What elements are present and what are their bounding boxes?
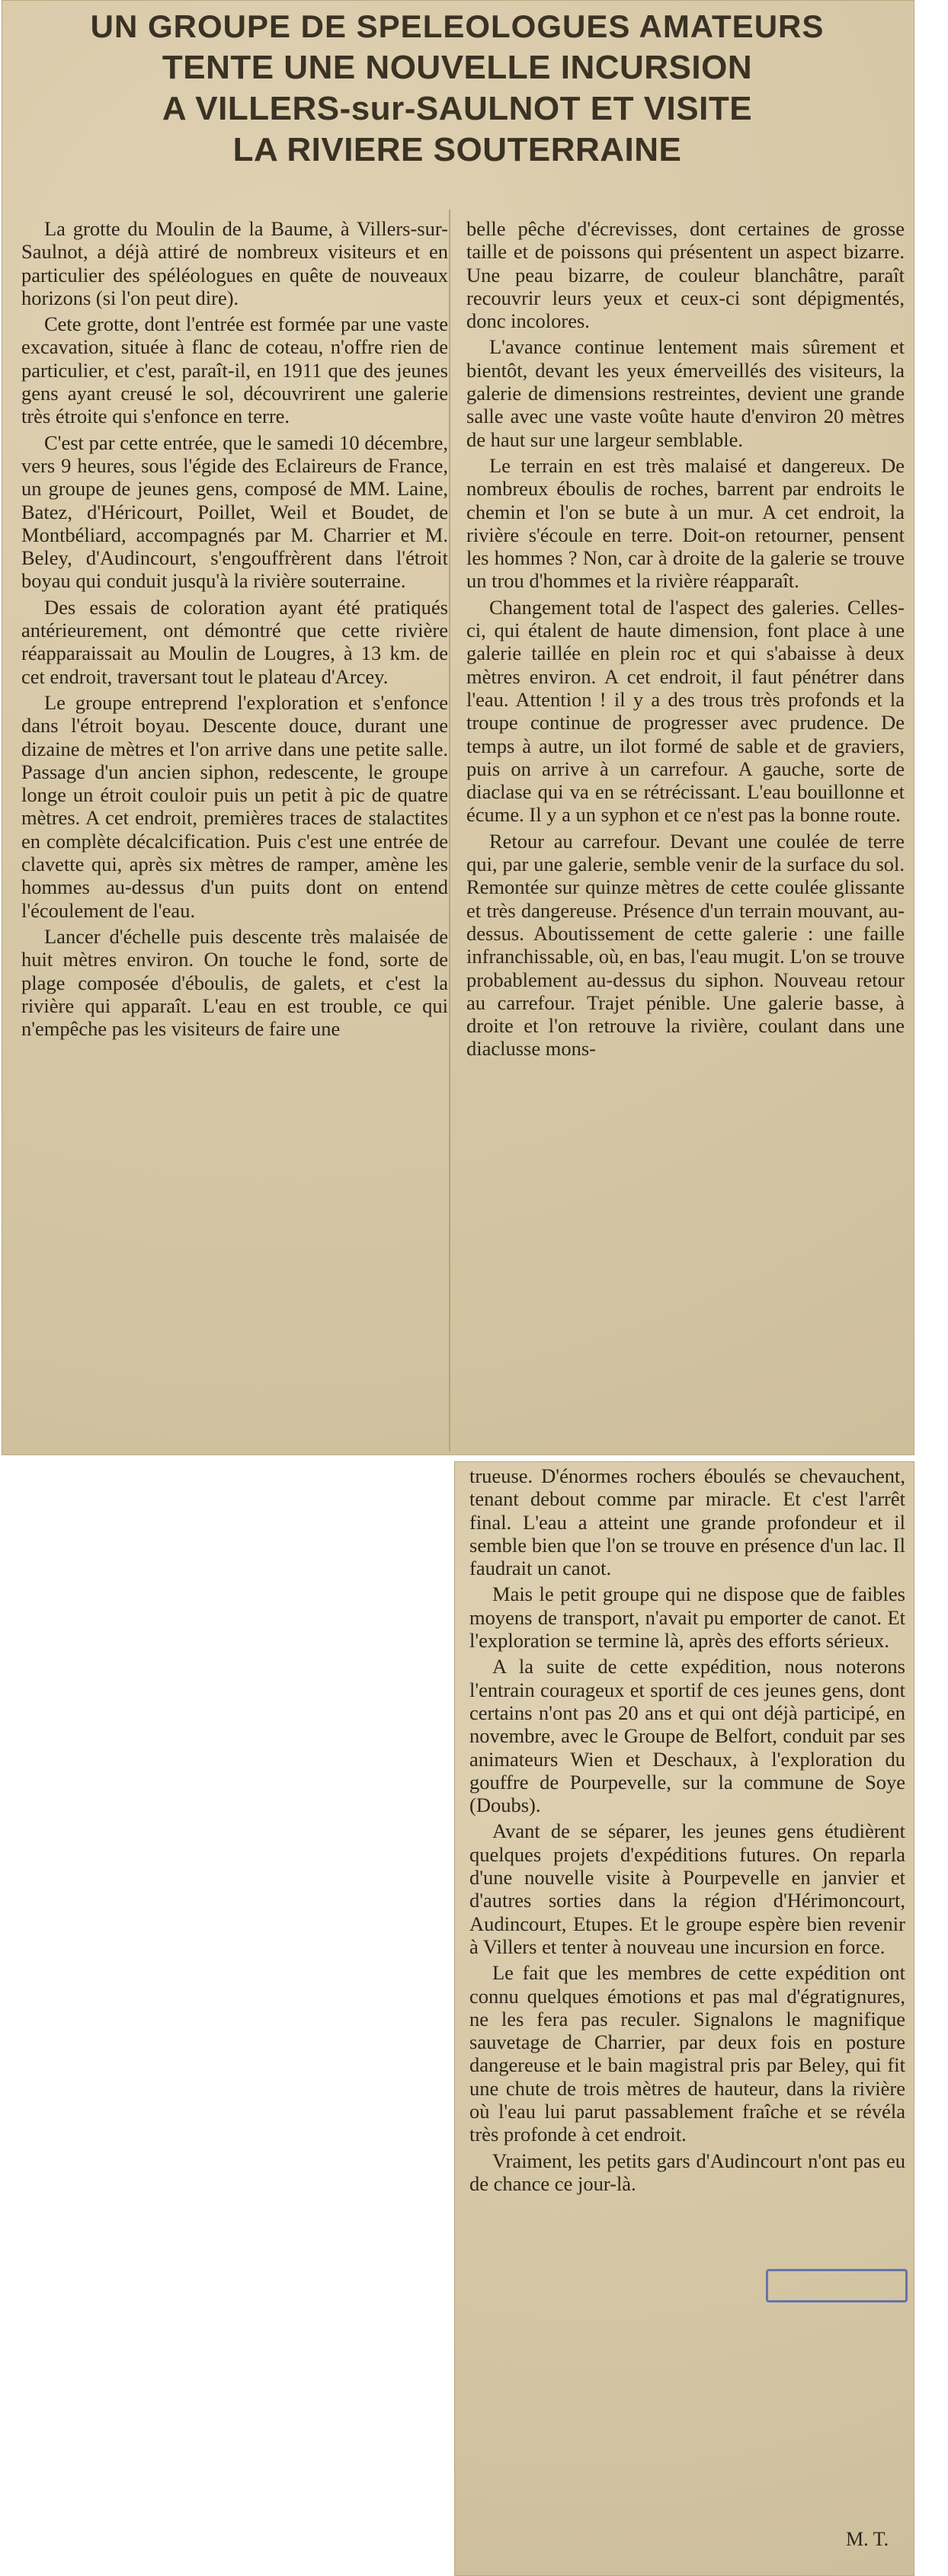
article-left-column	[21, 217, 448, 1043]
paragraph: C'est par cette entrée, que le samedi 10 décembre, vers 9 heures, sous l'égide des Eclaireurs de France, un groupe de jeunes gens, composé de MM. Laine, Batez, d'Héricourt, Poillet, Weil et Boudet, de Montbéliard, accompagnés par M. Charrier et M. Beley, d'Audincourt, s'engouffrèrent dans l'étroit boyau qui conduit jusqu'à la rivière souterraine.	[21, 430, 448, 593]
paragraph: Mais le petit groupe qui ne dispose que de faibles moyens de transport, n'avait pu emporter de canot. Et l'exploration se termine là, après des efforts sérieux.	[469, 1582, 905, 1653]
paragraph: Avant de se séparer, les jeunes gens étudièrent quelques projets d'expéditions futures. On reparla d'une nouvelle visite à Pourpevelle en janvier et d'autres sorties dans la région d'Hérimoncourt, Audincourt, Etupes. Et le groupe espère bien revenir à Villers et tenter à nouveau une incursion en force.	[469, 1819, 905, 1958]
headline	[8, 6, 907, 171]
paragraph: A la suite de cette expédition, nous noterons l'entrain courageux et sportif de ces jeunes gens, dont certains n'ont pas 20 ans et qui ont déjà participé, en novembre, avec le Groupe de Belfort, conduit par ses animateurs Wien et Deschaux, à l'exploration du gouffre de Pourpevelle, sur la commune de Soye (Doubs).	[469, 1655, 905, 1817]
paragraph: La grotte du Moulin de la Baume, à Villers-sur-Saulnot, a déjà attiré de nombreux visiteurs et en particulier des spéléologues en quête de nouveaux horizons (si l'on peut dire).	[21, 217, 448, 309]
paragraph: Le fait que les membres de cette expédition ont connu quelques émotions et pas mal d'égratignures, ne les fera pas reculer. Signalons le magnifique sauvetage de Charrier, par deux fois en posture dangereuse et le bain magistral pris par Beley, qui fit une chute de trois mètres de hauteur, dans la rivière où l'eau lui parut passablement fraîche et se révéla très profonde à cet endroit.	[469, 1961, 905, 2146]
article-right-column	[466, 217, 905, 1064]
paragraph: L'avance continue lentement mais sûrement et bientôt, devant les yeux émerveillés des visiteurs, la galerie de dimensions restreintes, devient une grande salle avec une vaste voûte haute d'environ 20 mètres de haut sur une largeur semblable.	[466, 335, 905, 451]
headline-line-4: LA RIVIERE SOUTERRAINE	[232, 131, 682, 168]
paragraph: Retour au carrefour. Devant une coulée de terre qui, par une galerie, semble venir de la surface du sol. Remontée sur quinze mètres de cette coulée glissante et très dangereuse. Présence d'un terrain mouvant, au-dessus. Aboutissement de cette galerie : une faille infranchissable, où, en bas, l'eau mugit. L'on se trouve probablement au-dessus du siphon. Nouveau retour au carrefour. Trajet pénible. Une galerie basse, à droite et l'on retrouve la rivière, coulant dans une diaclusse mons-	[466, 829, 905, 1061]
paragraph: Des essais de coloration ayant été pratiqués antérieurement, ont démontré que cette rivière réapparaissait au Moulin de Lougres, à 13 km. de cet endroit, traversant tout le plateau d'Arcey.	[21, 595, 448, 688]
paragraph: Vraiment, les petits gars d'Audincourt n'ont pas eu de chance ce jour-là.	[469, 2149, 905, 2195]
headline-line-1: UN GROUPE DE SPELEOLOGUES AMATEURS	[90, 8, 825, 44]
headline-line-2: TENTE UNE NOUVELLE INCURSION	[162, 49, 753, 86]
paragraph: belle pêche d'écrevisses, dont certaines de grosse taille et de poissons qui présentent un aspect bizarre. Une peau bizarre, de couleur blanchâtre, paraît recouvrir leurs yeux et ceux-ci sont dépigmentés, donc incolores.	[466, 217, 905, 333]
paragraph: Changement total de l'aspect des galeries. Celles-ci, qui étalent de haute dimension, font place à une galerie taillée en plein roc et qui s'abaisse à deux mètres environ. A cet endroit, il faut pénétrer dans l'eau. Attention ! il y a des trous très profonds et la troupe continue de progresser avec prudence. De temps à autre, un ilot formé de sable et de graviers, puis on arrive à un carrefour. A gauche, sorte de diaclase qui va en se rétrécissant. L'eau bouillonne et écume. Il y a un syphon et ce n'est pas la bonne route.	[466, 595, 905, 827]
ink-stamp-mark	[766, 2269, 908, 2302]
paragraph: trueuse. D'énormes rochers éboulés se chevauchent, tenant debout comme par miracle. Et c'est l'arrêt final. L'eau a atteint une grande profondeur et il semble bien que l'on se trouve en présence d'un lac. Il faudrait un canot.	[469, 1464, 905, 1580]
paragraph: Cete grotte, dont l'entrée est formée par une vaste excavation, située à flanc de coteau, n'offre rien de particulier, et c'est, paraît-il, en 1911 que des jeunes gens ayant creusé le sol, découvrirent une galerie très étroite qui s'enfonce en terre.	[21, 312, 448, 428]
paragraph: Le terrain en est très malaisé et dangereux. De nombreux éboulis de roches, barrent par endroits le chemin et l'on se bute à un mur. A cet endroit, la rivière s'écoule en terre. Doit-on retourner, pensent les hommes ? Non, car à droite de la galerie se trouve un trou d'hommes et la rivière réapparaît.	[466, 453, 905, 593]
column-divider	[449, 210, 450, 1451]
paragraph: Lancer d'échelle puis descente très malaisée de huit mètres environ. On touche le fond, sorte de plage composée d'éboulis, de galets, et c'est la rivière qui apparaît. L'eau en est trouble, ce qui n'empêche pas les visiteurs de faire une	[21, 924, 448, 1041]
headline-line-3: A VILLERS-sur-SAULNOT ET VISITE	[162, 90, 753, 127]
paragraph: Le groupe entreprend l'exploration et s'enfonce dans l'étroit boyau. Descente douce, durant une dizaine de mètres et l'on arrive dans une petite salle. Passage d'un ancien siphon, redescente, le groupe longe un étroit couloir puis un petit à pic de quatre mètres. A cet endroit, premières traces de stalactites en complète décalcification. Puis c'est une entrée de clavette qui, après six mètres de ramper, amène les hommes au-dessus d'un puits dont on entend l'écoulement de l'eau.	[21, 690, 448, 922]
author-signature: M. T.	[846, 2528, 889, 2550]
article-continuation-column	[469, 1464, 905, 2198]
